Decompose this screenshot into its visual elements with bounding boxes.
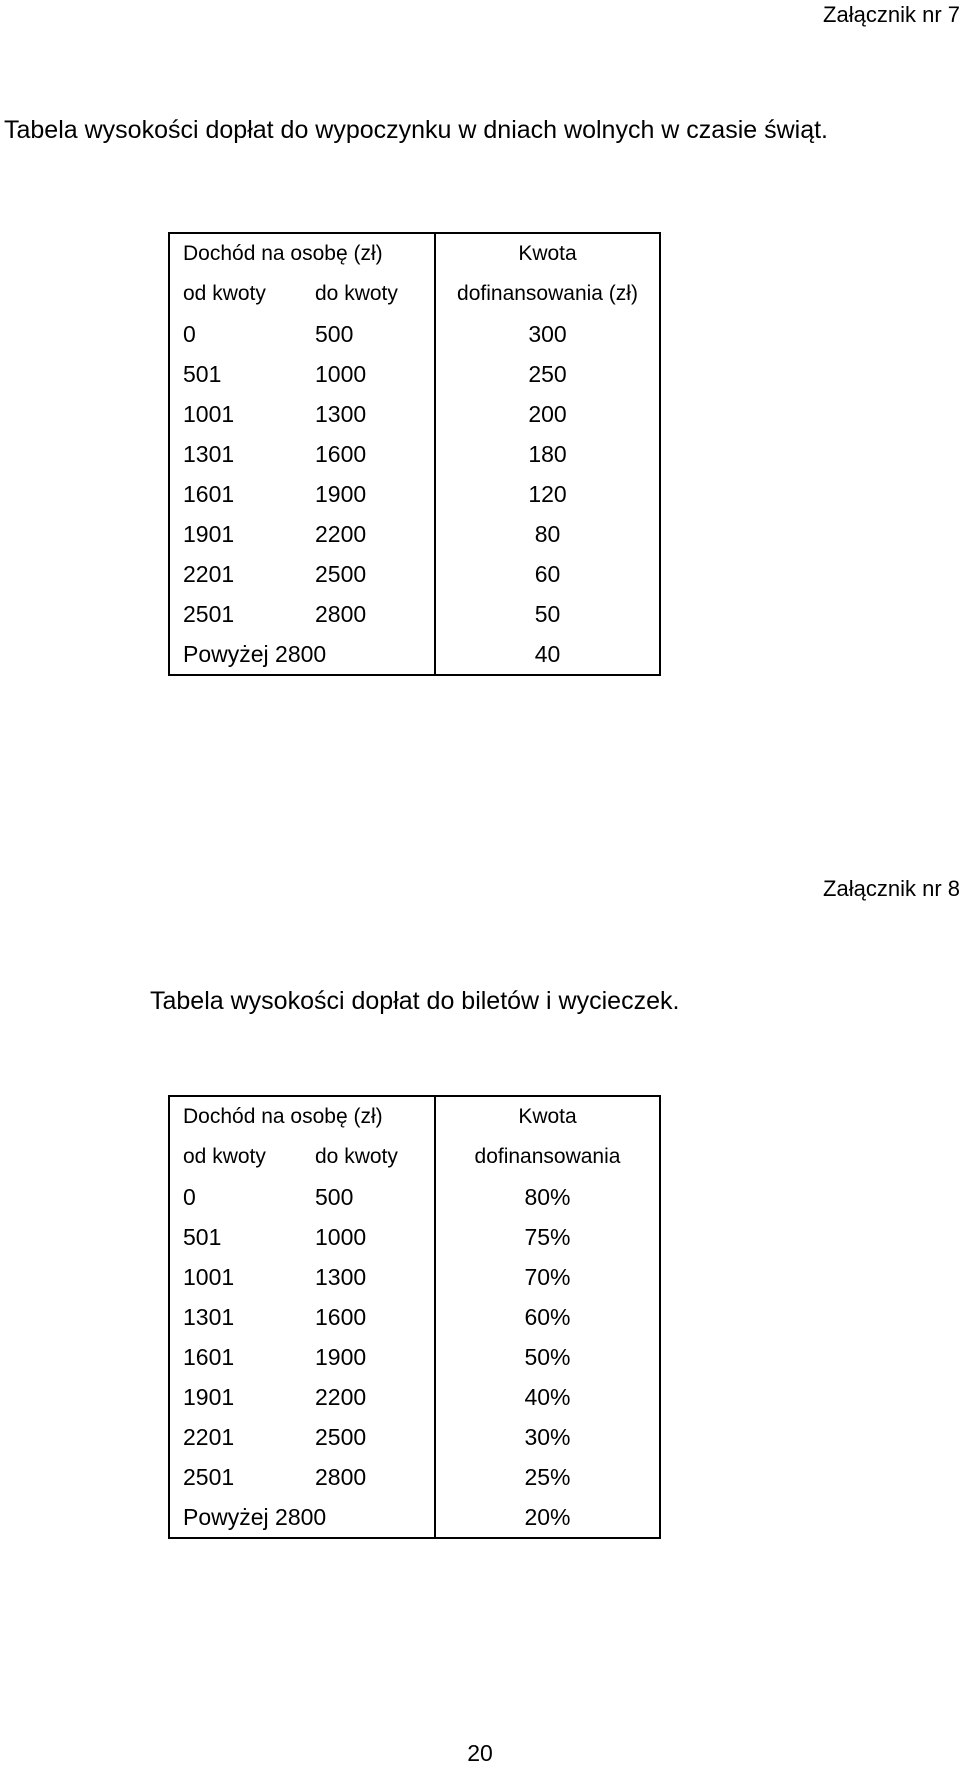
amount-cell: 300	[528, 321, 567, 347]
amount-cell: 180	[528, 441, 567, 467]
to-header: do kwoty	[302, 274, 435, 314]
from-cell: 1301	[183, 1304, 235, 1330]
from-cell: 2501	[183, 601, 235, 627]
from-cell: 1601	[183, 1344, 235, 1370]
table-row	[169, 314, 660, 354]
table-row	[169, 1217, 660, 1257]
table-row	[169, 354, 660, 394]
table-subheader-row	[169, 274, 660, 314]
table-row	[169, 1337, 660, 1377]
table-row	[169, 594, 660, 634]
to-cell: 2500	[302, 1417, 435, 1457]
amount-cell: 120	[528, 481, 567, 507]
page-number: 20	[467, 1740, 493, 1766]
above-label: Powyżej 2800	[169, 634, 435, 675]
table-row-last	[169, 1497, 660, 1538]
amount-header-top: Kwota	[518, 242, 577, 265]
from-header: od kwoty	[183, 1145, 266, 1168]
from-cell: 1001	[183, 1264, 235, 1290]
annex-7-table	[168, 232, 661, 676]
from-cell: 2201	[183, 561, 235, 587]
from-header: od kwoty	[183, 282, 266, 305]
table-row	[169, 1257, 660, 1297]
from-cell: 1001	[183, 401, 235, 427]
table-row	[169, 1377, 660, 1417]
from-cell: 2201	[183, 1424, 235, 1450]
from-cell: 501	[183, 361, 222, 387]
annex-7-title: Tabela wysokości dopłat do wypoczynku w dniach wolnych w czasie świąt.	[4, 116, 828, 144]
table-row	[169, 1417, 660, 1457]
table-row-last	[169, 634, 660, 675]
table-row	[169, 1457, 660, 1497]
to-cell: 1600	[302, 434, 435, 474]
annex-8-title: Tabela wysokości dopłat do biletów i wycieczek.	[150, 987, 680, 1015]
table-row	[169, 394, 660, 434]
to-cell: 2800	[302, 594, 435, 634]
to-cell: 2200	[302, 1377, 435, 1417]
amount-cell: 200	[528, 401, 567, 427]
to-cell: 1300	[302, 1257, 435, 1297]
income-header: Dochód na osobę (zł)	[169, 233, 435, 274]
table-header-row	[169, 1096, 660, 1137]
amount-cell: 25%	[524, 1464, 571, 1490]
table-row	[169, 514, 660, 554]
annex-7-label: Załącznik nr 7	[823, 2, 960, 27]
above-label: Powyżej 2800	[169, 1497, 435, 1538]
from-cell: 0	[183, 1184, 196, 1210]
above-amount: 20%	[524, 1504, 571, 1530]
amount-cell: 75%	[524, 1224, 571, 1250]
from-cell: 1901	[183, 521, 235, 547]
from-cell: 0	[183, 321, 196, 347]
to-cell: 1000	[302, 354, 435, 394]
from-cell: 501	[183, 1224, 222, 1250]
amount-cell: 60%	[524, 1304, 571, 1330]
from-cell: 1901	[183, 1384, 235, 1410]
table-row	[169, 1297, 660, 1337]
amount-cell: 80%	[524, 1184, 571, 1210]
income-header: Dochód na osobę (zł)	[169, 1096, 435, 1137]
above-amount: 40	[534, 641, 561, 667]
to-cell: 1000	[302, 1217, 435, 1257]
amount-cell: 80	[534, 521, 561, 547]
amount-header-bottom: dofinansowania (zł)	[457, 282, 638, 305]
amount-cell: 60	[534, 561, 561, 587]
to-cell: 1600	[302, 1297, 435, 1337]
to-cell: 1900	[302, 474, 435, 514]
amount-cell: 40%	[524, 1384, 571, 1410]
to-cell: 1900	[302, 1337, 435, 1377]
table-row	[169, 434, 660, 474]
amount-header-top: Kwota	[518, 1105, 577, 1128]
table-header-row	[169, 233, 660, 274]
amount-cell: 30%	[524, 1424, 571, 1450]
amount-cell: 50%	[524, 1344, 571, 1370]
from-cell: 2501	[183, 1464, 235, 1490]
from-cell: 1301	[183, 441, 235, 467]
table-row	[169, 554, 660, 594]
to-cell: 500	[302, 1177, 435, 1217]
annex-8-label: Załącznik nr 8	[823, 876, 960, 901]
amount-cell: 250	[528, 361, 567, 387]
to-cell: 1300	[302, 394, 435, 434]
to-header: do kwoty	[302, 1137, 435, 1177]
amount-cell: 70%	[524, 1264, 571, 1290]
annex-8-table	[168, 1095, 661, 1539]
table-row	[169, 474, 660, 514]
table-row	[169, 1177, 660, 1217]
amount-cell: 50	[534, 601, 561, 627]
to-cell: 500	[302, 314, 435, 354]
to-cell: 2500	[302, 554, 435, 594]
table-subheader-row	[169, 1137, 660, 1177]
to-cell: 2200	[302, 514, 435, 554]
from-cell: 1601	[183, 481, 235, 507]
to-cell: 2800	[302, 1457, 435, 1497]
amount-header-bottom: dofinansowania	[474, 1145, 621, 1168]
